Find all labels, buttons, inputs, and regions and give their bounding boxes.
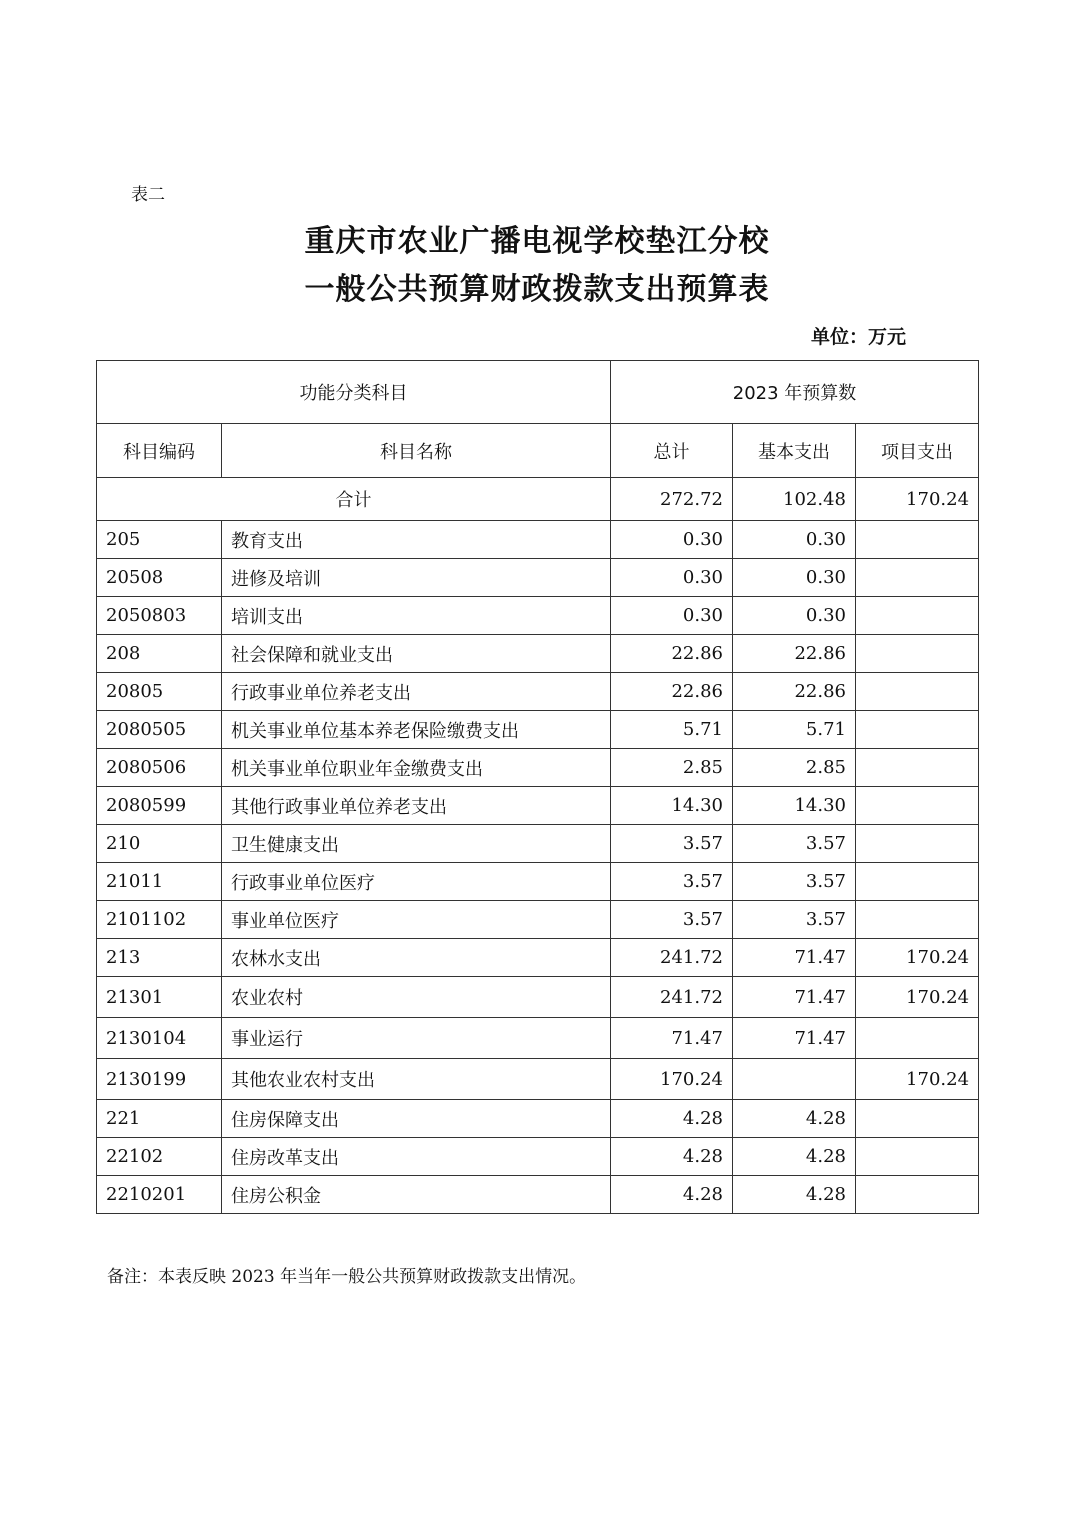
header-functional-category: 功能分类科目 [97,361,611,424]
header-project: 项目支出 [856,424,979,478]
table-row [97,1138,979,1176]
cell-total: 241.72 [611,977,733,1018]
cell-project [856,597,979,635]
cell-basic: 71.47 [733,939,856,977]
page-subtitle: 一般公共预算财政拨款支出预算表 [304,272,770,307]
cell-project [856,1100,979,1138]
cell-project [856,673,979,711]
cell-basic: 0.30 [733,559,856,597]
cell-code: 22102 [97,1138,222,1176]
cell-name: 机关事业单位职业年金缴费支出 [222,749,611,787]
cell-code: 2080506 [97,749,222,787]
header-code: 科目编码 [97,424,222,478]
table-row [97,635,979,673]
cell-total: 4.28 [611,1100,733,1138]
cell-code: 20508 [97,559,222,597]
total-row [97,478,979,521]
budget-table [96,360,979,1214]
cell-basic: 5.71 [733,711,856,749]
cell-name: 农业农村 [222,977,611,1018]
cell-total: 4.28 [611,1138,733,1176]
cell-project [856,863,979,901]
table-row [97,711,979,749]
cell-basic: 22.86 [733,635,856,673]
cell-project [856,825,979,863]
cell-code: 2130199 [97,1059,222,1100]
header-name: 科目名称 [222,424,611,478]
cell-project [856,521,979,559]
cell-name: 行政事业单位养老支出 [222,673,611,711]
cell-name: 教育支出 [222,521,611,559]
cell-project [856,559,979,597]
cell-code: 2210201 [97,1176,222,1214]
cell-code: 2080599 [97,787,222,825]
cell-project: 170.24 [856,977,979,1018]
cell-name: 住房保障支出 [222,1100,611,1138]
table-row [97,901,979,939]
cell-basic: 0.30 [733,597,856,635]
cell-project [856,1138,979,1176]
cell-total: 0.30 [611,559,733,597]
cell-name: 培训支出 [222,597,611,635]
cell-total: 5.71 [611,711,733,749]
cell-basic: 2.85 [733,749,856,787]
cell-project [856,635,979,673]
cell-name: 事业单位医疗 [222,901,611,939]
cell-project: 170.24 [856,939,979,977]
cell-total: 14.30 [611,787,733,825]
cell-total: 22.86 [611,673,733,711]
cell-project [856,711,979,749]
table-body [97,521,979,1214]
cell-name: 事业运行 [222,1018,611,1059]
cell-code: 2050803 [97,597,222,635]
cell-basic: 4.28 [733,1100,856,1138]
header-group-row [97,361,979,424]
cell-name: 机关事业单位基本养老保险缴费支出 [222,711,611,749]
cell-name: 卫生健康支出 [222,825,611,863]
cell-basic: 4.28 [733,1176,856,1214]
cell-basic: 0.30 [733,521,856,559]
cell-basic: 3.57 [733,901,856,939]
cell-basic: 71.47 [733,977,856,1018]
cell-code: 208 [97,635,222,673]
total-basic: 102.48 [733,478,856,521]
table-row [97,559,979,597]
cell-basic [733,1059,856,1100]
cell-code: 221 [97,1100,222,1138]
cell-project [856,787,979,825]
table-row [97,673,979,711]
cell-total: 170.24 [611,1059,733,1100]
header-basic: 基本支出 [733,424,856,478]
cell-code: 205 [97,521,222,559]
cell-total: 3.57 [611,825,733,863]
cell-name: 其他行政事业单位养老支出 [222,787,611,825]
cell-basic: 3.57 [733,825,856,863]
cell-name: 其他农业农村支出 [222,1059,611,1100]
cell-code: 21301 [97,977,222,1018]
header-budget-year: 2023 年预算数 [611,361,979,424]
table-row [97,1176,979,1214]
table-label: 表二 [131,185,165,205]
cell-project [856,749,979,787]
cell-code: 2130104 [97,1018,222,1059]
cell-total: 3.57 [611,901,733,939]
unit-label: 单位：万元 [810,326,906,348]
total-label: 合计 [97,478,611,521]
cell-code: 21011 [97,863,222,901]
cell-code: 210 [97,825,222,863]
table-row [97,939,979,977]
cell-name: 进修及培训 [222,559,611,597]
cell-total: 3.57 [611,863,733,901]
cell-total: 71.47 [611,1018,733,1059]
cell-project: 170.24 [856,1059,979,1100]
cell-project [856,1018,979,1059]
total-project: 170.24 [856,478,979,521]
footnote: 备注：本表反映 2023 年当年一般公共预算财政拨款支出情况。 [107,1267,587,1287]
cell-name: 住房改革支出 [222,1138,611,1176]
cell-basic: 4.28 [733,1138,856,1176]
cell-total: 2.85 [611,749,733,787]
header-column-row [97,424,979,478]
table-row [97,749,979,787]
table-row [97,787,979,825]
cell-total: 0.30 [611,521,733,559]
cell-total: 4.28 [611,1176,733,1214]
cell-code: 20805 [97,673,222,711]
table-row [97,977,979,1018]
cell-name: 行政事业单位医疗 [222,863,611,901]
cell-name: 农林水支出 [222,939,611,977]
cell-total: 22.86 [611,635,733,673]
total-total: 272.72 [611,478,733,521]
page-title: 重庆市农业广播电视学校垫江分校 [304,224,770,259]
cell-basic: 22.86 [733,673,856,711]
cell-name: 住房公积金 [222,1176,611,1214]
cell-project [856,1176,979,1214]
table-row [97,597,979,635]
cell-basic: 3.57 [733,863,856,901]
table-row [97,825,979,863]
table-row [97,1059,979,1100]
cell-project [856,901,979,939]
cell-name: 社会保障和就业支出 [222,635,611,673]
table-row [97,521,979,559]
cell-basic: 71.47 [733,1018,856,1059]
table-row [97,1100,979,1138]
cell-code: 2080505 [97,711,222,749]
cell-total: 0.30 [611,597,733,635]
cell-code: 213 [97,939,222,977]
cell-total: 241.72 [611,939,733,977]
header-total: 总计 [611,424,733,478]
cell-basic: 14.30 [733,787,856,825]
table-row [97,863,979,901]
cell-code: 2101102 [97,901,222,939]
table-row [97,1018,979,1059]
